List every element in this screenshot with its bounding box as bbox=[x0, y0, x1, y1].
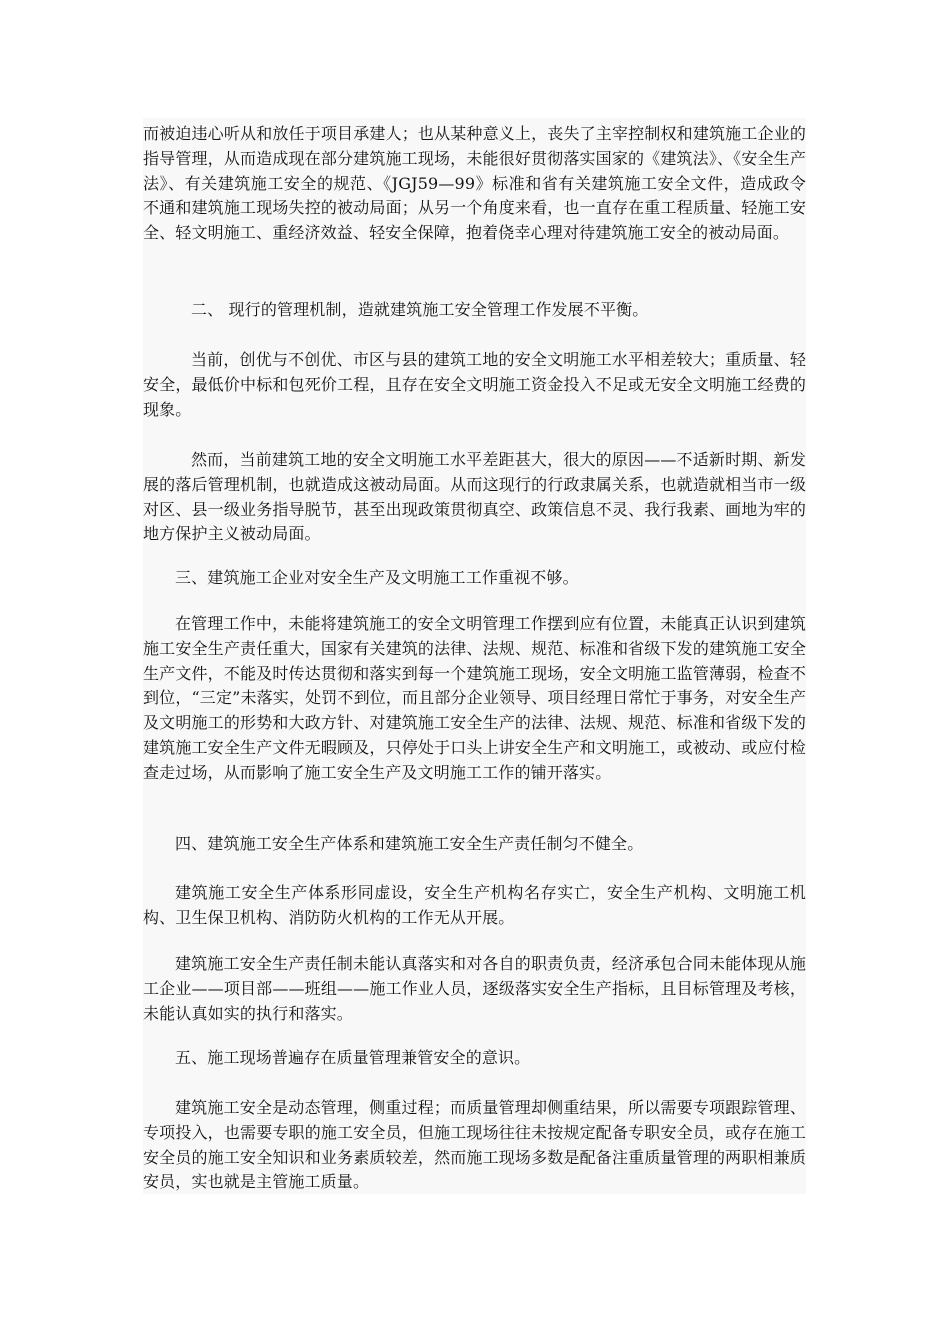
paragraph-continuation: 而被迫违心听从和放任于项目承建人；也从某种意义上，丧失了主宰控制权和建筑施工企业的指导管理，从而造成现在部分建筑施工现场，未能很好贯彻落实国家的《建筑法》、《安全生产法》、有关建筑施工安全的规范、《JGJ59—99》标准和省有关建筑施工安全文件，造成政令不通和建筑施工现场失控的被动局面；从另一个角度来看，也一直存在重工程质量、轻施工安全、轻文明施工、重经济效益、轻安全保障，抱着侥幸心理对待建筑施工安全的被动局面。 bbox=[143, 124, 806, 243]
section-heading-4: 四、建筑施工安全生产体系和建筑施工安全生产责任制匀不健全。 bbox=[175, 834, 644, 853]
paragraph-body: 然而，当前建筑工地的安全文明施工水平差距甚大，很大的原因——不适新时期、新发展的落后管理机制，也就造成这被动局面。从而这现行的行政隶属关系，也就造就相当市一级对区、县一级业务指导脱节，甚至出现政策贯彻真空、政策信息不灵、我行我素、画地为牢的地方保护主义被动局面。 bbox=[143, 450, 806, 544]
section-heading-2: 二、 现行的管理机制，造就建筑施工安全管理工作发展不平衡。 bbox=[191, 300, 649, 319]
paragraph-body: 建筑施工安全生产责任制未能认真落实和对各自的职责负责，经济承包合同未能体现从施工企业——项目部——班组——施工作业人员，逐级落实安全生产指标，且目标管理及考核，未能认真如实的执行和落实。 bbox=[143, 954, 806, 1023]
document-page bbox=[143, 118, 806, 1194]
section-heading-5: 五、施工现场普遍存在质量管理兼管安全的意识。 bbox=[175, 1048, 531, 1067]
paragraph-body: 在管理工作中，未能将建筑施工的安全文明管理工作摆到应有位置，未能真正认识到建筑施工安全生产责任重大，国家有关建筑的法律、法规、规范、标准和省级下发的建筑施工安全生产文件，不能及时传达贯彻和落实到每一个建筑施工现场，安全文明施工监管薄弱，检查不到位，“三定”未落实，处罚不到位，而且部分企业领导、项目经理日常忙于事务，对安全生产及文明施工的形势和大政方针、对建筑施工安全生产的法律、法规、规范、标准和省级下发的建筑施工安全生产文件无暇顾及，只停处于口头上讲安全生产和文明施工，或被动、或应付检查走过场，从而影响了施工安全生产及文明施工工作的铺开落实。 bbox=[143, 614, 806, 782]
paragraph-body: 当前，创优与不创优、市区与县的建筑工地的安全文明施工水平相差较大；重质量、轻安全，最低价中标和包死价工程，且存在安全文明施工资金投入不足或无安全文明施工经费的现象。 bbox=[143, 350, 806, 419]
paragraph-body: 建筑施工安全生产体系形同虚设，安全生产机构名存实亡，安全生产机构、文明施工机构、卫生保卫机构、消防防火机构的工作无从开展。 bbox=[143, 883, 806, 927]
section-heading-3: 三、建筑施工企业对安全生产及文明施工工作重视不够。 bbox=[175, 568, 579, 587]
paragraph-body: 建筑施工安全是动态管理，侧重过程；而质量管理却侧重结果，所以需要专项跟踪管理、专项投入，也需要专职的施工安全员，但施工现场往往未按规定配备专职安全员，或存在施工安全员的施工安全知识和业务素质较差，然而施工现场多数是配备注重质量管理的两职相兼质安员，实也就是主管施工质量。 bbox=[143, 1098, 806, 1192]
